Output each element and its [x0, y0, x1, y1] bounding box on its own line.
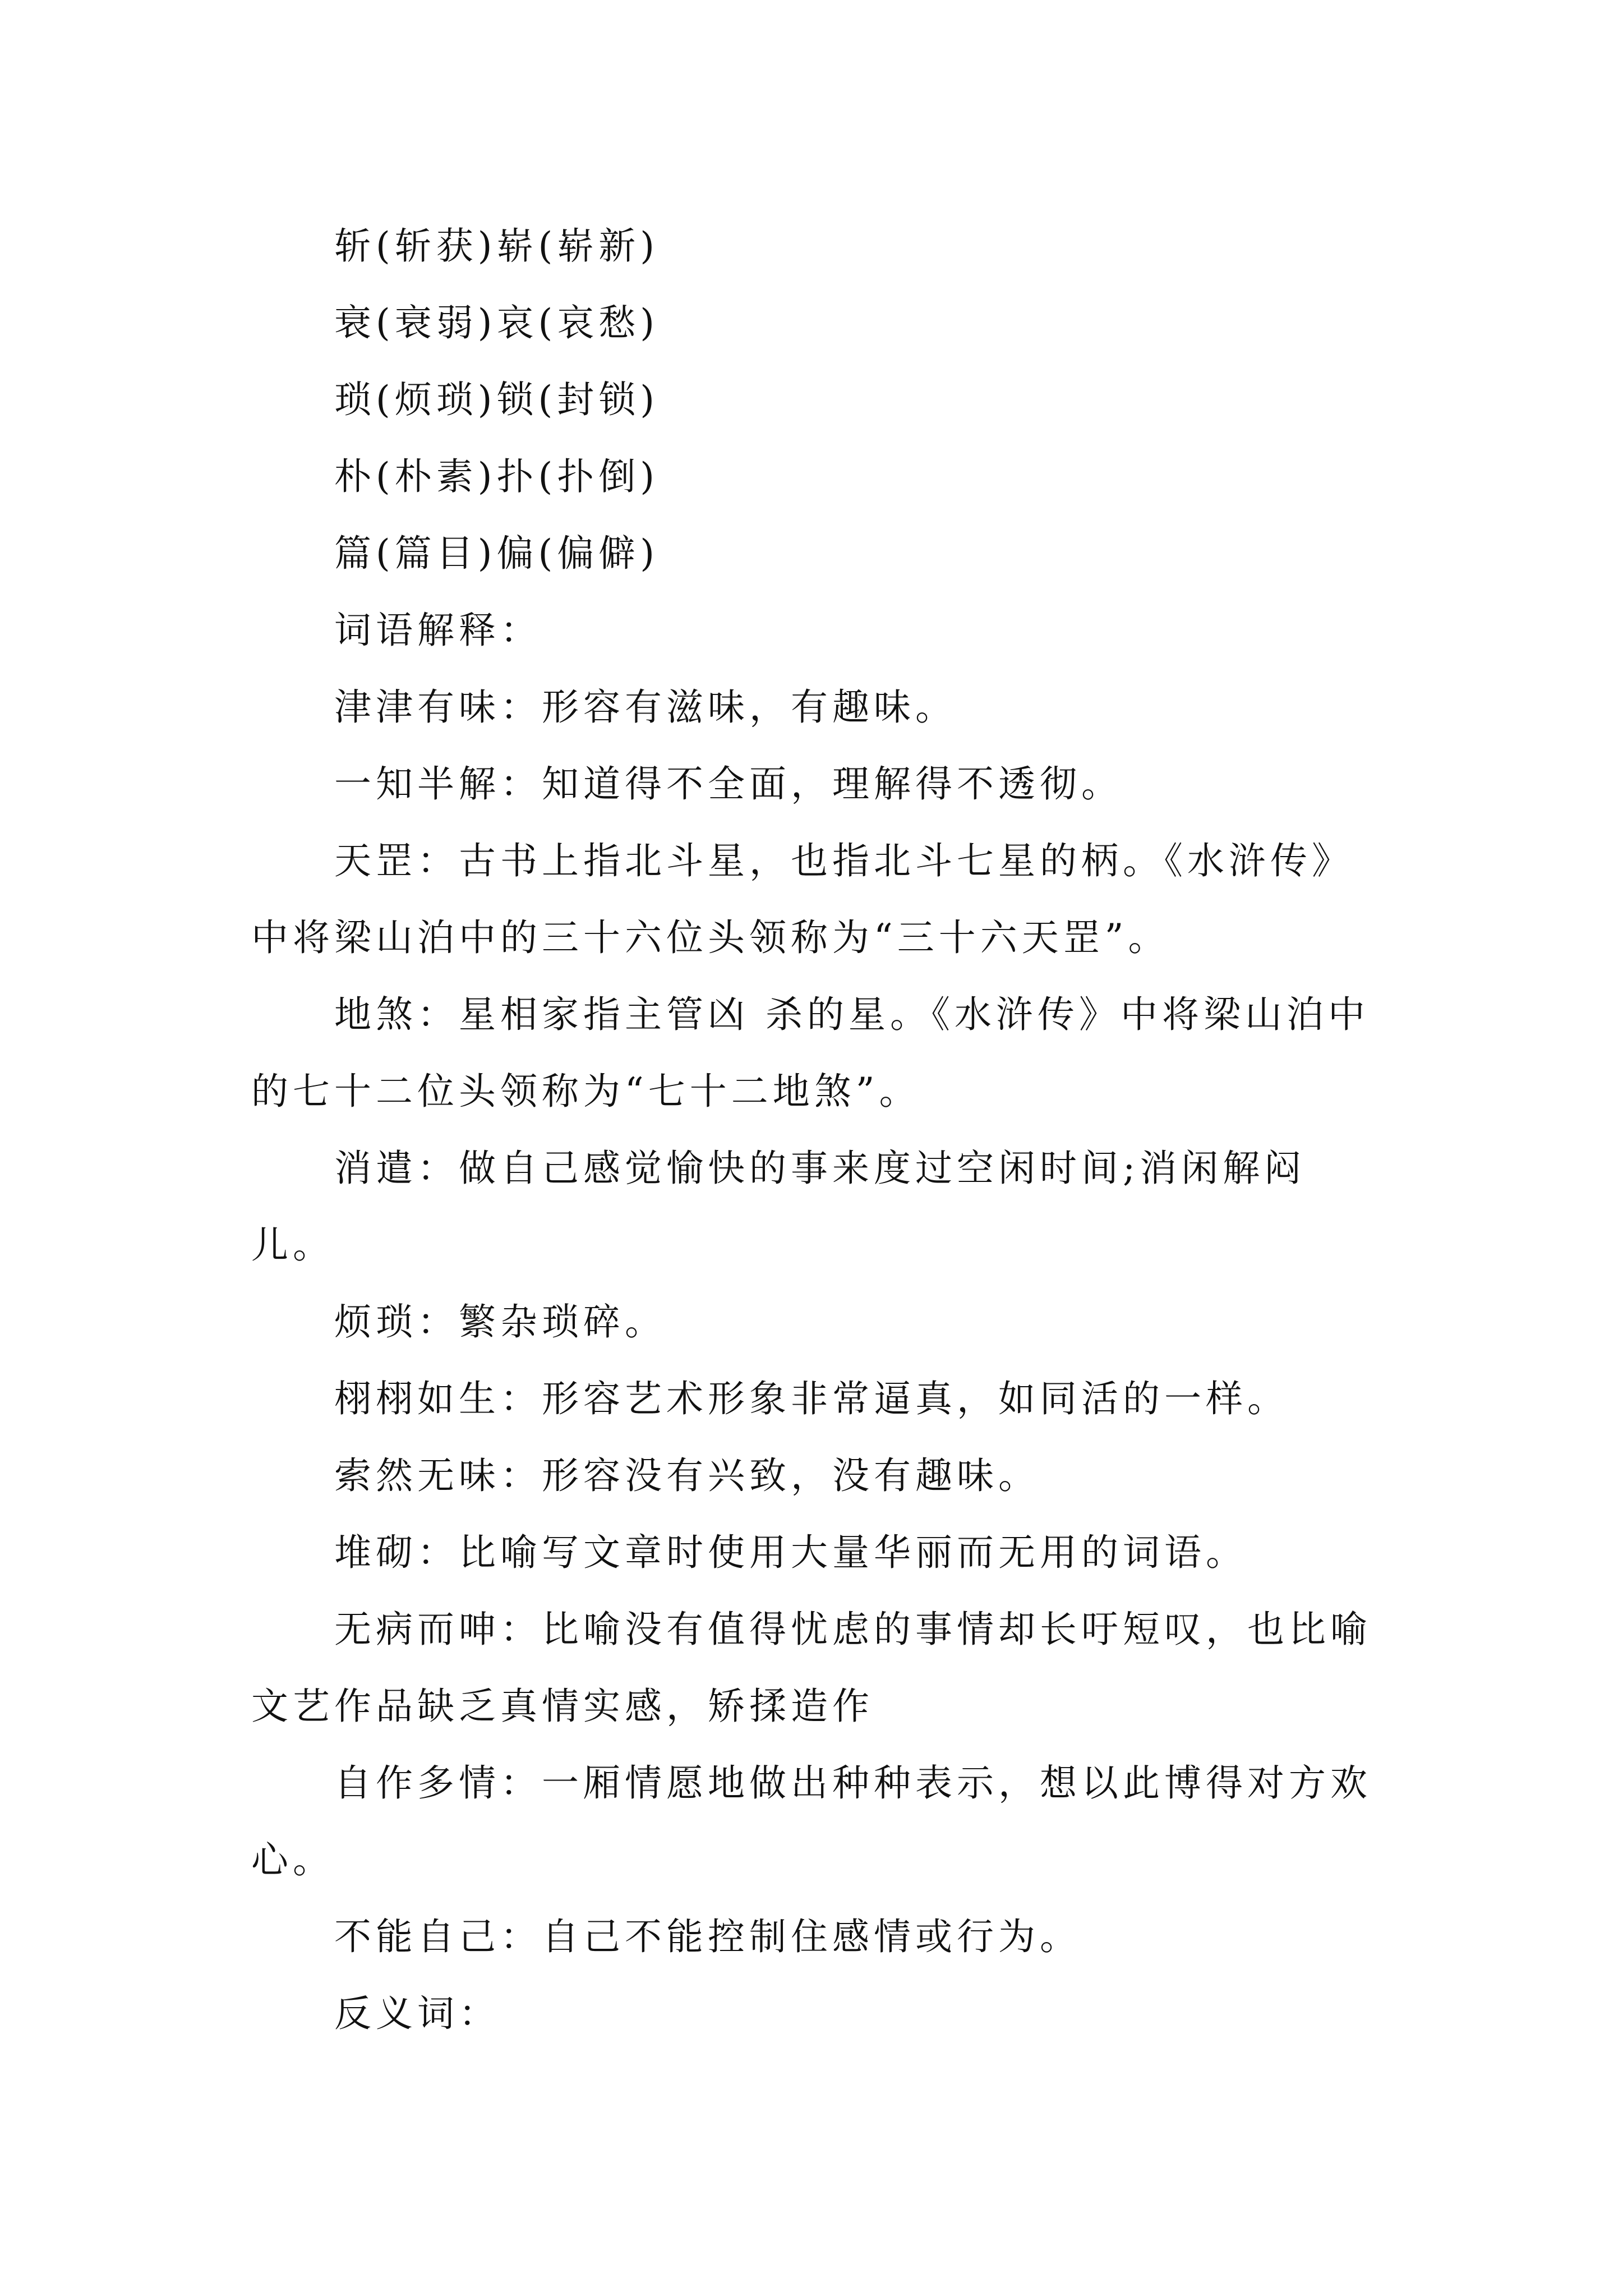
- section-heading-antonyms: 反义词：: [334, 1992, 500, 2035]
- definition-disha: 地煞：星相家指主管凶 杀的星。《水浒传》中将梁山泊中的七十二位头领称为“七十二地煞”。: [251, 993, 1370, 1113]
- char-pair-pu: 朴(朴素)扑(扑倒): [334, 455, 659, 498]
- definition-jinjin-youwei: 津津有味：形容有滋味，有趣味。: [334, 685, 957, 729]
- definition-fansuo: 烦琐：繁杂琐碎。: [334, 1300, 666, 1343]
- definition-suoran-wuwei: 索然无味：形容没有兴致，没有趣味。: [334, 1454, 1040, 1497]
- char-pair-shuai: 衰(衰弱)哀(哀愁): [334, 301, 659, 344]
- char-pair-suo: 琐(烦琐)锁(封锁): [334, 378, 659, 421]
- definition-xuxu-rusheng: 栩栩如生：形容艺术形象非常逼真，如同活的一样。: [334, 1377, 1289, 1420]
- document-body: [251, 208, 1378, 2052]
- definition-yizhi-banjie: 一知半解：知道得不全面，理解得不透彻。: [334, 762, 1123, 806]
- char-pair-pian: 篇(篇目)偏(偏僻): [334, 532, 659, 575]
- char-pair-zhan: 斩(斩获)崭(崭新): [334, 224, 659, 268]
- definition-duiqi: 堆砌：比喻写文章时使用大量华丽而无用的词语。: [334, 1531, 1247, 1574]
- definition-zizuo-duoqing: 自作多情：一厢情愿地做出种种表示，想以此博得对方欢心。: [251, 1761, 1372, 1881]
- definition-wubing-ershen: 无病而呻：比喻没有值得忧虑的事情却长吁短叹，也比喻文艺作品缺乏真情实感，矫揉造作: [251, 1608, 1372, 1728]
- section-heading-word-explanation: 词语解释：: [334, 609, 542, 652]
- definition-buneng-ziji: 不能自己：自己不能控制住感情或行为。: [334, 1915, 1081, 1958]
- definition-xiaoqian: 消遣：做自己感觉愉快的事来度过空闲时间;消闲解闷儿。: [251, 1147, 1306, 1267]
- definition-tiangang: 天罡：古书上指北斗星，也指北斗七星的柄。《水浒传》中将梁山泊中的三十六位头领称为“三十六天罡”。: [251, 839, 1353, 959]
